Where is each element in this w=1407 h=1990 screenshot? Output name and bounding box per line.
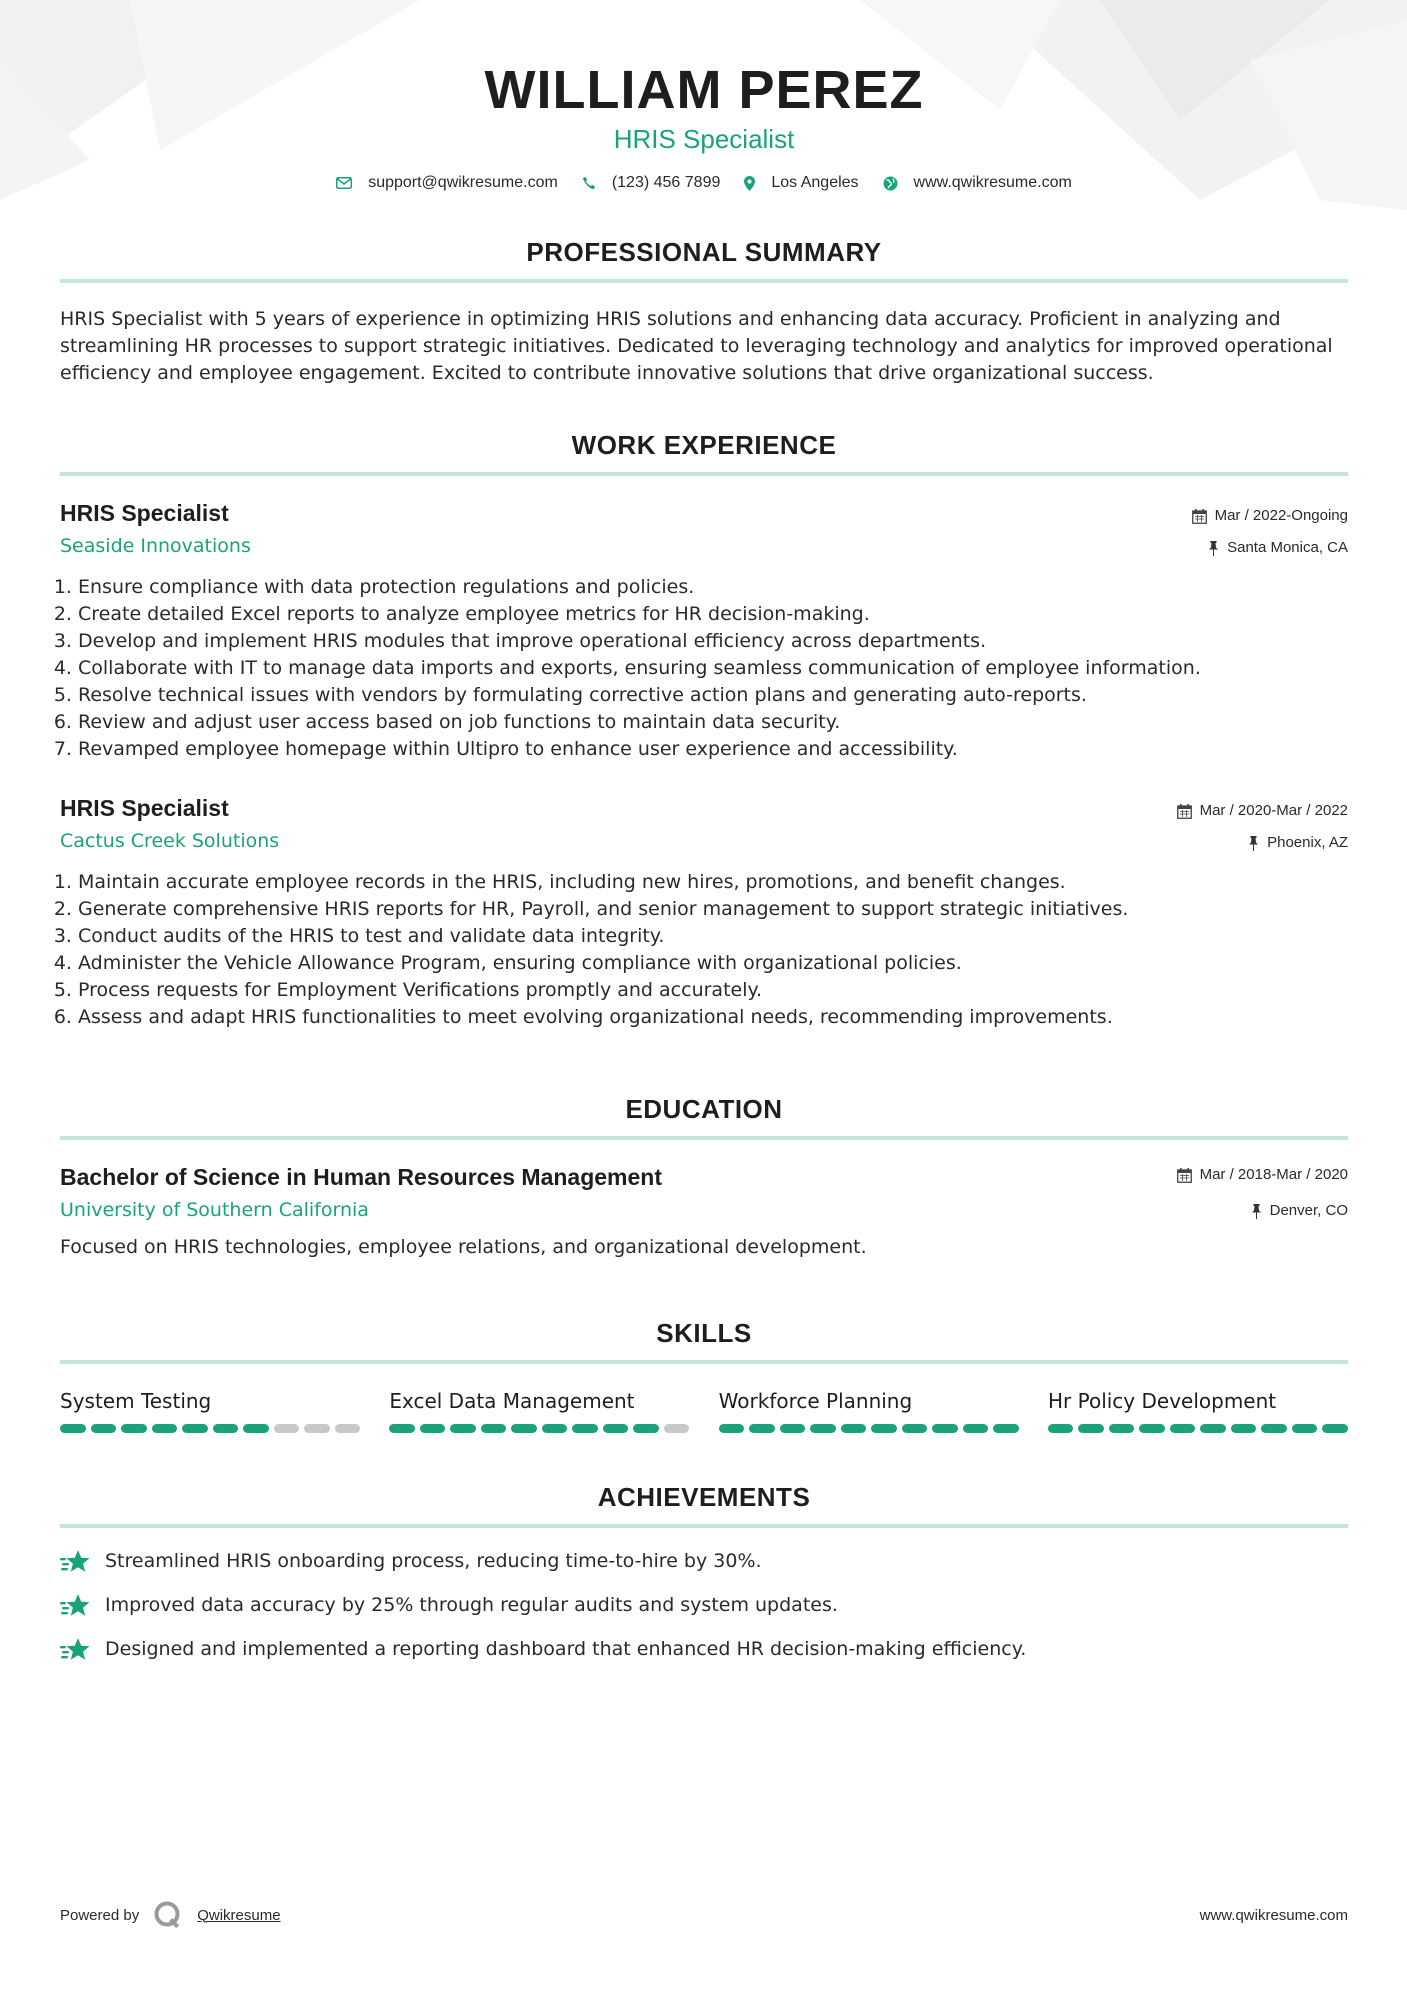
skill-item (389, 1388, 689, 1433)
experience-heading: WORK EXPERIENCE (571, 430, 837, 460)
skills-section (60, 1317, 1348, 1433)
achievement-text: Streamlined HRIS onboarding process, reducing time-to-hire by 30%. (105, 1550, 762, 1572)
skill-dot-filled (871, 1424, 897, 1433)
skill-dot-filled (1109, 1424, 1135, 1433)
skill-level-bar (389, 1424, 689, 1433)
list-item: 2. Create detailed Excel reports to analyze employee metrics for HR decision-making. (78, 601, 1348, 628)
brand-link[interactable]: Qwikresume (197, 1906, 281, 1924)
job-dates (1192, 506, 1348, 526)
summary-section (60, 236, 1348, 387)
skill-dot-empty (335, 1424, 361, 1433)
skill-name: Excel Data Management (389, 1389, 635, 1413)
job-dates-text: Mar / 2020-Mar / 2022 (1199, 802, 1348, 819)
job-location-text: Santa Monica, CA (1227, 539, 1348, 556)
list-item: 3. Develop and implement HRIS modules that improve operational efficiency across departments. (78, 628, 1348, 655)
job-header (60, 498, 1348, 560)
achievement-text: Improved data accuracy by 25% through regular audits and system updates. (105, 1594, 838, 1616)
education-location (1177, 1201, 1348, 1221)
pushpin-icon (1251, 1204, 1262, 1219)
job-dates-text: Mar / 2022-Ongoing (1214, 507, 1348, 524)
skill-level-bar (719, 1424, 1019, 1433)
achievements-heading: ACHIEVEMENTS (597, 1482, 811, 1512)
resume-page (60, 0, 1348, 1663)
list-item: 6. Review and adjust user access based on job functions to maintain data security. (78, 709, 1348, 736)
skill-dot-empty (304, 1424, 330, 1433)
education-dates (1177, 1165, 1348, 1185)
job-company: Seaside Innovations (60, 535, 251, 557)
skill-dot-filled (1322, 1424, 1348, 1433)
location-text: Los Angeles (771, 174, 859, 191)
skill-dot-filled (121, 1424, 147, 1433)
skill-dot-filled (603, 1424, 629, 1433)
skill-dot-empty (274, 1424, 300, 1433)
achievement-item (60, 1592, 1348, 1619)
list-item: 1. Ensure compliance with data protection regulations and policies. (78, 574, 1348, 601)
skill-dot-filled (243, 1424, 269, 1433)
phone-icon (582, 176, 596, 190)
job-title: HRIS Specialist (60, 500, 229, 526)
skill-dot-filled (1292, 1424, 1318, 1433)
job-duties-list (60, 869, 1348, 1031)
job-meta (1192, 498, 1348, 558)
job-location-text: Phoenix, AZ (1267, 834, 1348, 851)
education-description: Focused on HRIS technologies, employee relations, and organizational development. (60, 1236, 867, 1258)
calendar-icon (1192, 509, 1207, 524)
skill-dot-filled (572, 1424, 598, 1433)
star-icon (60, 1637, 91, 1663)
skill-dot-filled (1078, 1424, 1104, 1433)
skill-name: System Testing (60, 1389, 212, 1413)
skill-dot-filled (1261, 1424, 1287, 1433)
skill-dot-filled (450, 1424, 476, 1433)
skill-dot-filled (932, 1424, 958, 1433)
list-item: 1. Maintain accurate employee records in the HRIS, including new hires, promotions, and benefit changes. (78, 869, 1348, 896)
experience-section (60, 429, 1348, 1031)
qwikresume-logo-icon (153, 1900, 183, 1930)
skill-dot-filled (420, 1424, 446, 1433)
star-icon (60, 1593, 91, 1619)
candidate-name: WILLIAM PEREZ (484, 60, 924, 120)
skill-dot-empty (664, 1424, 690, 1433)
website-text: www.qwikresume.com (913, 174, 1072, 191)
job-entry (60, 793, 1348, 1031)
achievement-item (60, 1636, 1348, 1663)
powered-by-text: Powered by (60, 1906, 140, 1924)
contact-website[interactable] (883, 174, 1072, 192)
list-item: 7. Revamped employee homepage within Ultipro to enhance user experience and accessibility. (78, 736, 1348, 763)
education-location-text: Denver, CO (1269, 1202, 1348, 1219)
calendar-icon (1177, 1168, 1192, 1183)
contact-phone[interactable] (582, 174, 721, 192)
section-divider (60, 472, 1348, 476)
skill-dot-filled (810, 1424, 836, 1433)
degree-title: Bachelor of Science in Human Resources Management (60, 1164, 663, 1190)
section-divider (60, 279, 1348, 283)
contact-location (744, 174, 858, 192)
achievement-item (60, 1548, 1348, 1575)
skill-dot-filled (719, 1424, 745, 1433)
list-item: 2. Generate comprehensive HRIS reports for HR, Payroll, and senior management to support strategic initiatives. (78, 896, 1348, 923)
job-meta (1177, 793, 1348, 853)
skill-name: Hr Policy Development (1047, 1389, 1277, 1413)
list-item: 6. Assess and adapt HRIS functionalities to meet evolving organizational needs, recommending improvements. (78, 1004, 1348, 1031)
phone-text: (123) 456 7899 (611, 174, 721, 191)
list-item: 5. Resolve technical issues with vendors by formulating corrective action plans and generating auto-reports. (78, 682, 1348, 709)
candidate-title: HRIS Specialist (613, 124, 795, 154)
envelope-icon (336, 177, 352, 189)
skill-dot-filled (1048, 1424, 1074, 1433)
skill-dot-filled (91, 1424, 117, 1433)
skill-level-bar (60, 1424, 360, 1433)
calendar-icon (1177, 804, 1192, 819)
skill-dot-filled (152, 1424, 178, 1433)
skills-list (60, 1388, 1348, 1433)
job-company: Cactus Creek Solutions (60, 830, 280, 852)
skill-dot-filled (1231, 1424, 1257, 1433)
skill-dot-filled (1170, 1424, 1196, 1433)
education-entry (60, 1162, 1348, 1261)
skill-dot-filled (389, 1424, 415, 1433)
page-footer (60, 1900, 1348, 1930)
job-location (1192, 538, 1348, 558)
skill-name: Workforce Planning (718, 1389, 913, 1413)
skill-dot-filled (1200, 1424, 1226, 1433)
footer-credit (60, 1900, 281, 1930)
skill-dot-filled (60, 1424, 86, 1433)
list-item: 3. Conduct audits of the HRIS to test and validate data integrity. (78, 923, 1348, 950)
footer-website[interactable]: www.qwikresume.com (1199, 1906, 1348, 1924)
map-pin-icon (744, 176, 755, 191)
globe-icon (883, 176, 898, 191)
skill-item (719, 1388, 1019, 1433)
star-icon (60, 1549, 91, 1575)
school-name: University of Southern California (60, 1199, 369, 1221)
section-divider (60, 1524, 1348, 1528)
skill-dot-filled (213, 1424, 239, 1433)
list-item: 4. Collaborate with IT to manage data imports and exports, ensuring seamless communication of employee information. (78, 655, 1348, 682)
skill-dot-filled (902, 1424, 928, 1433)
section-divider (60, 1136, 1348, 1140)
skill-dot-filled (182, 1424, 208, 1433)
skill-dot-filled (993, 1424, 1019, 1433)
skill-level-bar (1048, 1424, 1348, 1433)
skill-dot-filled (511, 1424, 537, 1433)
job-title: HRIS Specialist (60, 795, 229, 821)
education-heading: EDUCATION (625, 1094, 783, 1124)
contact-bar (60, 174, 1348, 192)
pushpin-icon (1248, 836, 1259, 851)
summary-heading: PROFESSIONAL SUMMARY (526, 237, 882, 267)
skill-dot-filled (633, 1424, 659, 1433)
job-duties-list (60, 574, 1348, 763)
achievements-section (60, 1481, 1348, 1663)
education-dates-text: Mar / 2018-Mar / 2020 (1199, 1166, 1348, 1183)
resume-header (60, 0, 1348, 192)
skill-dot-filled (542, 1424, 568, 1433)
email-text: support@qwikresume.com (368, 174, 558, 191)
skill-dot-filled (963, 1424, 989, 1433)
skill-item (60, 1388, 360, 1433)
skill-dot-filled (1139, 1424, 1165, 1433)
skills-heading: SKILLS (656, 1318, 752, 1348)
education-header (60, 1162, 1348, 1224)
job-entry (60, 498, 1348, 763)
skill-item (1048, 1388, 1348, 1433)
list-item: 5. Process requests for Employment Verifications promptly and accurately. (78, 977, 1348, 1004)
job-header (60, 793, 1348, 855)
skill-dot-filled (780, 1424, 806, 1433)
education-section (60, 1093, 1348, 1261)
education-meta (1177, 1162, 1348, 1221)
summary-text: HRIS Specialist with 5 years of experience in optimizing HRIS solutions and enhancing data accuracy. Proficient in analyzing and streamlining HR processes to support strategic initiatives. Dedicated to leveraging technology and analytics for improved operational efficiency and employee engagement. Excited to contribute innovative solutions that drive organizational success. (60, 308, 1333, 384)
pushpin-icon (1208, 541, 1219, 556)
job-location (1177, 833, 1348, 853)
section-divider (60, 1360, 1348, 1364)
contact-email[interactable] (336, 174, 558, 192)
skill-dot-filled (749, 1424, 775, 1433)
skill-dot-filled (841, 1424, 867, 1433)
skill-dot-filled (481, 1424, 507, 1433)
list-item: 4. Administer the Vehicle Allowance Program, ensuring compliance with organizational policies. (78, 950, 1348, 977)
job-dates (1177, 801, 1348, 821)
achievement-text: Designed and implemented a reporting dashboard that enhanced HR decision-making efficiency. (105, 1638, 1027, 1660)
